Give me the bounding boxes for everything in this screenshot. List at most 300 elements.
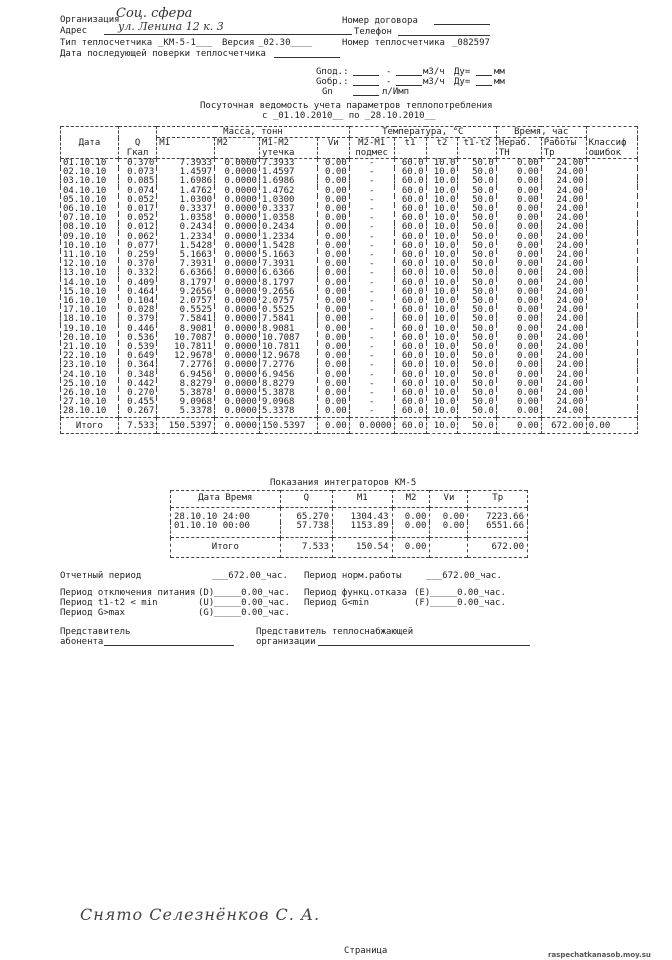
table-cell: 60.0 [394,352,426,361]
table-cell: 8.1797 [259,279,317,288]
table-cell: 60.0 [394,242,426,251]
table-cell: 0.062 [118,233,156,242]
table-cell: 0.00 [317,389,349,398]
table-cell: 8.8279 [259,380,317,389]
column-header: M2-M1 подмес [349,138,394,159]
table-cell: 7.3933 [259,159,317,169]
column-header: Нераб. ТН [496,138,541,159]
table-cell: 12.9678 [157,352,215,361]
table-cell: 10.0 [426,242,458,251]
report-title: Посуточная ведомость учета параметров теплопотребления [200,101,493,111]
total-cell: 60.0 [394,417,426,433]
t1t2-code: (U) [198,598,215,608]
table-cell: 0.0000 [215,361,260,370]
total-cell: 150.5397 [259,417,317,433]
table-cell: 6.6366 [157,269,215,278]
table-cell: 60.0 [394,168,426,177]
gpod-underline-1 [353,75,379,76]
table-cell: 50.0 [458,297,496,306]
table-cell: 0.00 [496,196,541,205]
table-cell: 0.00 [496,233,541,242]
table-cell: 7.3931 [157,260,215,269]
table-cell: 24.00 [541,214,586,223]
gmax-label: Период G>max [60,608,126,618]
table-cell: 0.00 [317,334,349,343]
table-cell: 0.00 [496,223,541,232]
table-cell: 10.0 [426,159,458,169]
table-cell: 0.00 [496,168,541,177]
table-cell [586,361,637,370]
table-cell: 50.0 [458,361,496,370]
integrators-header: Тр [468,491,528,508]
total-cell: 0.0000 [215,417,260,433]
table-cell: 0.649 [118,352,156,361]
table-cell: - [349,371,394,380]
table-cell: 0.00 [496,187,541,196]
table-cell: - [349,159,394,169]
table-cell: 17.10.10 [61,306,119,315]
table-cell [586,352,637,361]
table-cell: 50.0 [458,279,496,288]
table-cell: 0.270 [118,389,156,398]
table-cell: 13.10.10 [61,269,119,278]
table-cell: 7.3933 [157,159,215,169]
org-handwritten-value: Соц. сфера [116,6,193,21]
table-cell: 0.0000 [215,214,260,223]
table-cell: 24.00 [541,352,586,361]
table-cell: 0.3337 [157,205,215,214]
table-cell [586,306,637,315]
table-cell: 0.0000 [215,389,260,398]
table-cell: 24.00 [541,196,586,205]
table-cell [586,223,637,232]
power-off-value: _____0.00_час. [214,588,290,598]
table-cell: 6.9456 [157,371,215,380]
watermark: raspechatkanasob.moy.su [548,951,651,959]
table-cell: - [349,233,394,242]
table-cell: 10.0 [426,315,458,324]
du1-underline [476,75,492,76]
table-cell: 08.10.10 [61,223,119,232]
table-cell [586,343,637,352]
table-cell: 1.4762 [259,187,317,196]
table-cell: - [349,325,394,334]
table-cell [586,177,637,186]
column-header: Работы Тр [541,138,586,159]
table-cell: 0.00 [317,251,349,260]
table-cell: 7.5841 [157,315,215,324]
du2-unit: мм [494,77,505,87]
table-cell: 10.0 [426,334,458,343]
table-cell: 8.1797 [157,279,215,288]
table-cell: 50.0 [458,223,496,232]
table-cell: 24.00 [541,389,586,398]
table-cell: - [349,168,394,177]
table-cell: 0.00 [317,371,349,380]
table-cell: 10.0 [426,352,458,361]
table-cell: - [349,352,394,361]
table-cell: 50.0 [458,288,496,297]
supplier-label-1: Представитель теплоснабжающей [256,627,414,637]
table-cell [586,371,637,380]
table-cell: 60.0 [394,315,426,324]
supplier-label-2: организации [256,637,316,647]
table-cell: 0.012 [118,223,156,232]
table-cell: 60.0 [394,398,426,407]
table-cell: 0.409 [118,279,156,288]
table-cell: 1.0300 [157,196,215,205]
table-cell: 60.0 [394,306,426,315]
column-header: M1 [157,138,215,159]
table-cell: 60.0 [394,233,426,242]
table-cell: 04.10.10 [61,187,119,196]
table-cell: 24.00 [541,187,586,196]
table-cell: 16.10.10 [61,297,119,306]
gmin-code: (F) [414,598,431,608]
gpod-unit: м3/ч [423,67,445,77]
table-cell: 60.0 [394,297,426,306]
table-cell: 24.00 [541,306,586,315]
table-cell: 10.7087 [157,334,215,343]
table-cell: 10.0 [426,223,458,232]
table-cell: - [349,214,394,223]
column-header: M2 [215,138,260,159]
table-cell: 10.0 [426,196,458,205]
table-cell: - [349,334,394,343]
table-cell: 24.00 [541,288,586,297]
func-fail-label: Период функц.отказа [304,588,407,598]
table-cell: - [349,260,394,269]
table-cell: 50.0 [458,380,496,389]
integrators-cell: 57.738 [280,522,332,537]
column-header: M1-M2 утечка [259,138,317,159]
table-cell [586,315,637,324]
table-cell: 0.00 [317,242,349,251]
table-cell: 0.00 [317,343,349,352]
integrators-total-cell: Итого [171,537,281,558]
table-cell: 60.0 [394,159,426,169]
table-cell: 10.7811 [157,343,215,352]
table-cell: 24.00 [541,398,586,407]
table-cell: - [349,389,394,398]
table-cell: 24.00 [541,297,586,306]
table-cell: 0.5525 [259,306,317,315]
table-cell: 50.0 [458,315,496,324]
norm-work-label: Период норм.работы [304,571,402,581]
table-cell: 0.00 [317,269,349,278]
table-cell: 10.0 [426,233,458,242]
table-cell: 0.00 [496,315,541,324]
table-cell: - [349,223,394,232]
table-cell: 0.00 [317,352,349,361]
table-cell: 50.0 [458,187,496,196]
table-cell [586,187,637,196]
table-cell: 9.0968 [157,398,215,407]
integrators-total-cell: 0.00 [392,537,430,558]
table-cell: 0.0000 [215,343,260,352]
table-cell: - [349,297,394,306]
integrators-cell: 1153.89 [333,522,393,537]
table-cell: 23.10.10 [61,361,119,370]
table-cell: 24.00 [541,159,586,169]
table-cell: 0.00 [317,325,349,334]
gmin-label: Период G<min [304,598,370,608]
table-cell: 50.0 [458,325,496,334]
total-cell: 10.0 [426,417,458,433]
table-cell: 50.0 [458,251,496,260]
table-cell: 50.0 [458,371,496,380]
subscriber-signature-line [104,645,234,646]
gpod-underline-2 [396,75,422,76]
du1-label: Ду= [454,67,471,77]
table-cell: 50.0 [458,407,496,417]
table-cell: 0.455 [118,398,156,407]
table-cell: 24.00 [541,260,586,269]
table-cell: 0.370 [118,159,156,169]
table-cell: 10.0 [426,279,458,288]
table-cell: 0.00 [496,269,541,278]
table-cell: - [349,187,394,196]
table-cell: 0.0000 [215,159,260,169]
version-label: Версия [222,38,255,48]
integrators-total-cell: 150.54 [333,537,393,558]
table-cell: 0.00 [496,380,541,389]
table-cell: 24.00 [541,223,586,232]
table-cell: 0.0000 [215,306,260,315]
integrators-title: Показания интеграторов КМ-5 [270,478,417,488]
table-cell: 9.2656 [157,288,215,297]
table-cell: 10.0 [426,398,458,407]
column-header: t1-t2 [458,138,496,159]
table-cell: - [349,315,394,324]
h-blank-1 [61,127,119,138]
integrators-header: Q [280,491,332,508]
table-cell: 60.0 [394,361,426,370]
table-cell: 09.10.10 [61,233,119,242]
table-cell: 0.00 [496,242,541,251]
table-cell: 0.539 [118,343,156,352]
table-cell: 0.00 [496,159,541,169]
table-cell: 0.052 [118,196,156,205]
gobr-unit: м3/ч [423,77,445,87]
table-cell: 0.0000 [215,279,260,288]
table-cell: 0.00 [496,361,541,370]
table-cell: 1.4762 [157,187,215,196]
integrators-header: M2 [392,491,430,508]
table-cell: 0.00 [496,205,541,214]
table-cell: 24.00 [541,334,586,343]
report-period-label: Отчетный период [60,571,142,581]
subscriber-label-1: Представитель [60,627,131,637]
table-cell: - [349,361,394,370]
table-cell: 0.00 [496,177,541,186]
meter-number-label: Номер теплосчетчика [342,38,445,48]
table-cell: 28.10.10 [61,407,119,417]
table-cell: 60.0 [394,288,426,297]
table-cell: 0.00 [496,343,541,352]
total-cell: 7.533 [118,417,156,433]
table-cell: 0.00 [317,279,349,288]
table-cell: 0.074 [118,187,156,196]
table-cell: 60.0 [394,223,426,232]
table-cell: 0.00 [317,159,349,169]
table-cell: 10.0 [426,297,458,306]
address-underline [104,34,352,35]
table-cell: 12.10.10 [61,260,119,269]
table-cell: 6.9456 [259,371,317,380]
integrators-cell: 1304.43 [333,507,393,522]
integrators-cell: 6551.66 [468,522,528,537]
table-cell: 0.370 [118,260,156,269]
integrators-cell: 01.10.10 00:00 [171,522,281,537]
table-cell: 9.0968 [259,398,317,407]
table-cell: 60.0 [394,279,426,288]
table-cell: 26.10.10 [61,389,119,398]
table-cell: 24.00 [541,233,586,242]
table-cell: 60.0 [394,187,426,196]
total-row [61,417,638,433]
gmin-value: _____0.00_час. [430,598,506,608]
table-cell: 1.0300 [259,196,317,205]
total-cell: 0.00 [586,417,637,433]
column-header: Классиф ошибок [586,138,637,159]
table-cell: 50.0 [458,168,496,177]
table-cell: - [349,251,394,260]
table-cell: 0.017 [118,205,156,214]
table-cell: 60.0 [394,407,426,417]
table-cell: 0.5525 [157,306,215,315]
table-cell: 50.0 [458,196,496,205]
table-cell: 1.2334 [157,233,215,242]
table-cell: 5.1663 [259,251,317,260]
table-cell: 24.00 [541,343,586,352]
table-cell: 50.0 [458,260,496,269]
column-header: t1 [394,138,426,159]
table-cell: 0.364 [118,361,156,370]
table-cell: 27.10.10 [61,398,119,407]
total-cell: 150.5397 [157,417,215,433]
table-cell: 0.00 [317,260,349,269]
table-cell: 1.6986 [157,177,215,186]
total-cell: Итого [61,417,119,433]
integrators-cell: 65.270 [280,507,332,522]
table-cell [586,334,637,343]
table-cell: - [349,288,394,297]
meter-number-value: _082597 [452,38,490,48]
table-cell: 7.2776 [259,361,317,370]
gn-unit: л/Имп [382,87,410,97]
table-cell [586,325,637,334]
table-cell: 60.0 [394,371,426,380]
group-mass: Масса, тонн [157,127,349,138]
gobr-underline-1 [353,85,379,86]
table-cell: 0.00 [317,214,349,223]
table-cell: 10.0 [426,269,458,278]
table-cell: 7.3931 [259,260,317,269]
integrators-total-cell [430,537,468,558]
table-cell: 0.0000 [215,334,260,343]
table-cell: 10.7811 [259,343,317,352]
table-cell: 0.0000 [215,352,260,361]
table-cell: 0.028 [118,306,156,315]
total-cell: 0.00 [496,417,541,433]
table-cell: 19.10.10 [61,325,119,334]
table-cell: - [349,380,394,389]
table-cell: 50.0 [458,398,496,407]
table-cell: 10.0 [426,306,458,315]
gobr-underline-2 [396,85,422,86]
table-cell: - [349,306,394,315]
integrators-cell: 0.00 [430,507,468,522]
table-cell: 0.0000 [215,260,260,269]
table-cell: 10.0 [426,177,458,186]
table-cell: 0.442 [118,380,156,389]
gobr-label: Gобр.: [316,77,349,87]
table-cell: 07.10.10 [61,214,119,223]
table-cell: 0.00 [496,389,541,398]
table-cell: 0.259 [118,251,156,260]
table-cell: 50.0 [458,205,496,214]
table-cell: 2.0757 [157,297,215,306]
column-header: t2 [426,138,458,159]
table-cell: 8.8279 [157,380,215,389]
func-fail-value: _____0.00_час. [430,588,506,598]
table-cell: 0.00 [317,168,349,177]
table-cell: 1.0358 [157,214,215,223]
table-cell: 8.9081 [259,325,317,334]
table-cell: 0.00 [496,325,541,334]
table-cell: 60.0 [394,260,426,269]
table-cell: 1.5428 [259,242,317,251]
table-cell: 0.0000 [215,398,260,407]
table-cell: 0.0000 [215,187,260,196]
column-header: Дата [61,138,119,159]
table-cell: 0.0000 [215,325,260,334]
table-cell: 10.0 [426,389,458,398]
table-cell: 22.10.10 [61,352,119,361]
table-cell: 0.00 [496,279,541,288]
table-cell: 0.00 [317,233,349,242]
table-cell: 18.10.10 [61,315,119,324]
phone-underline [398,35,490,36]
table-cell: 0.0000 [215,315,260,324]
table-cell: 60.0 [394,251,426,260]
table-cell: 60.0 [394,334,426,343]
table-cell: 10.0 [426,407,458,417]
report-period-value: ___672.00_час. [212,571,288,581]
table-cell: 60.0 [394,389,426,398]
table-cell: 7.2776 [157,361,215,370]
org-label: Организация [60,15,120,25]
table-cell [586,389,637,398]
table-cell [586,380,637,389]
table-cell [586,205,637,214]
table-cell [586,260,637,269]
table-cell: 1.5428 [157,242,215,251]
table-cell: 15.10.10 [61,288,119,297]
table-cell: 10.0 [426,380,458,389]
table-cell: 24.00 [541,242,586,251]
table-cell: 0.00 [496,371,541,380]
table-cell: 0.332 [118,269,156,278]
table-cell: 24.00 [541,407,586,417]
table-cell: - [349,177,394,186]
table-cell: 10.0 [426,325,458,334]
table-cell: 0.00 [496,251,541,260]
table-cell: 10.0 [426,288,458,297]
gmax-value: _____0.00_час. [214,608,290,618]
table-cell: 50.0 [458,306,496,315]
